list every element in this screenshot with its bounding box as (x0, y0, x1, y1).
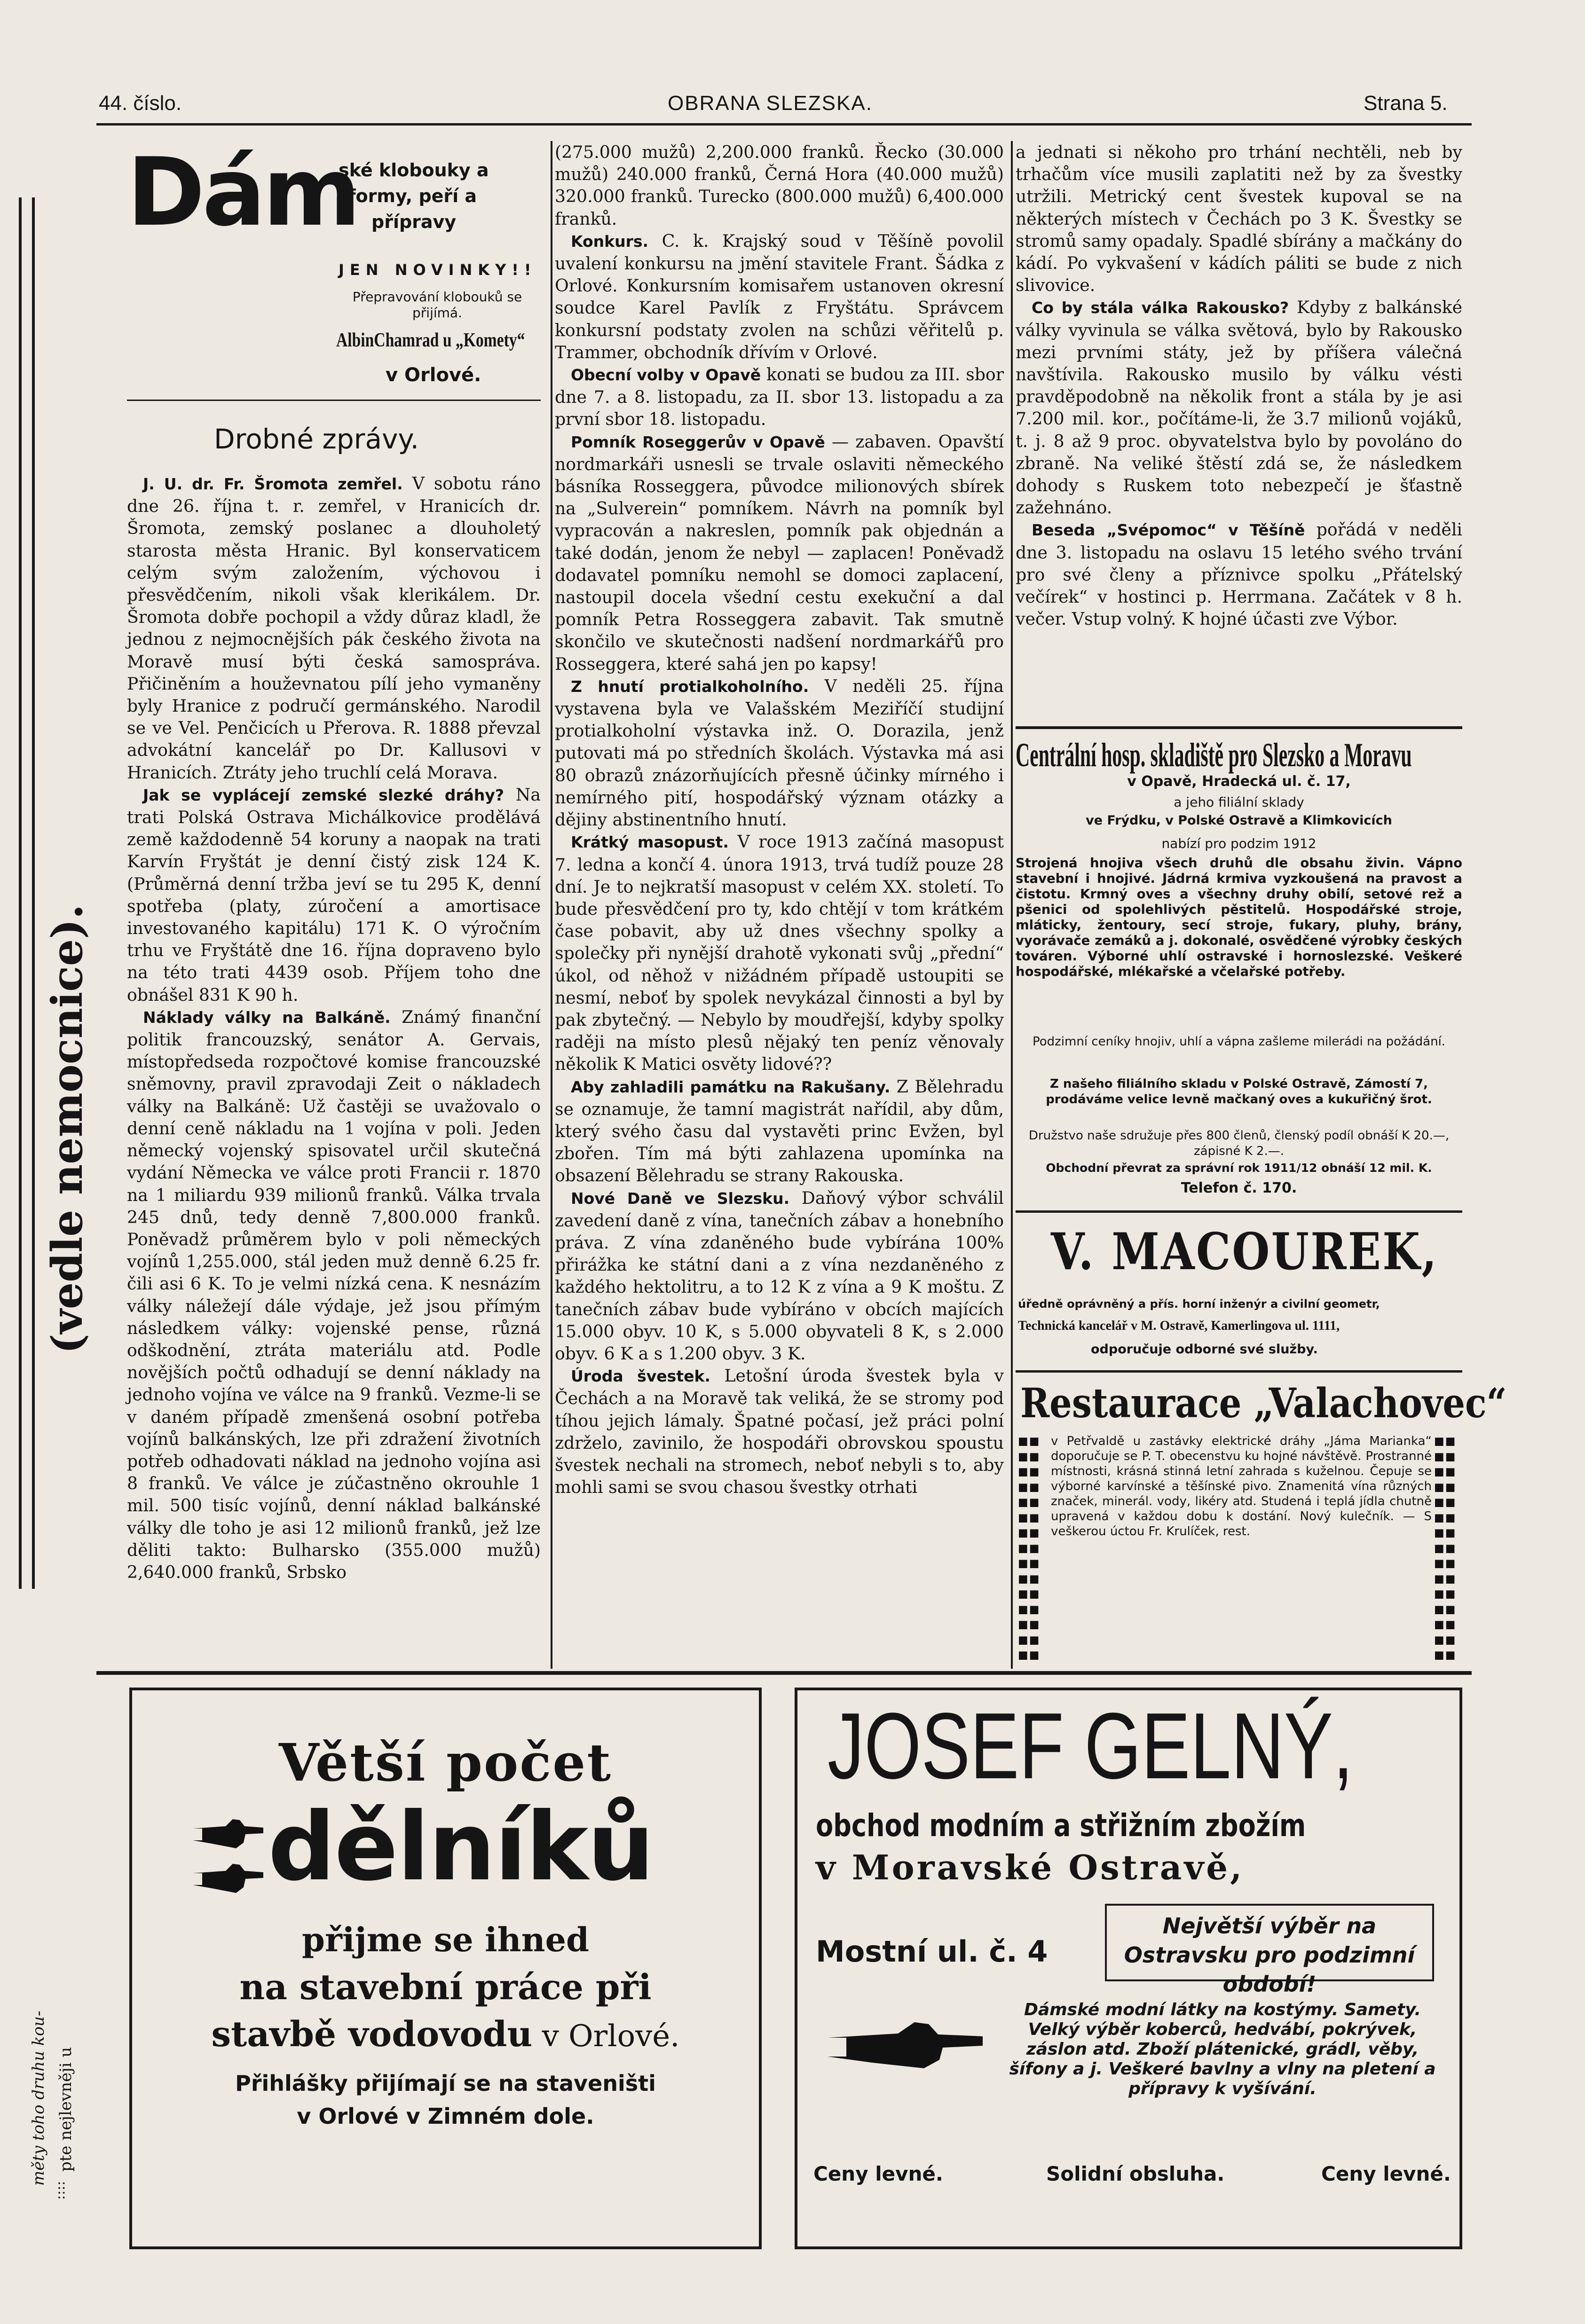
hats-line-2: formy, peří a (348, 186, 477, 206)
article-heading: Beseda „Svépomoc“ v Těšíně (1032, 521, 1305, 540)
hats-line-1: ské klobouky a (339, 160, 489, 181)
article-body: Letošní úroda švestek byla v Čechách a na Moravě tak veliká, že se stromy pod tíhou jejich lámaly. Špatné počasí, jež práci polní zdrželo, zavinilo, že hospodáři obrovskou spoustu švestek nechali na stromech, neboť nebyli s to, aby mohli sami se svou chasou švestky otrhati (555, 1366, 1004, 1498)
article-paragraph (555, 1187, 1004, 1365)
workers-line-2: dělníků (268, 1792, 654, 1902)
central-branches: ve Frýdku, v Polské Ostravě a Klimkovicích (1086, 813, 1392, 828)
article-body: (275.000 mužů) 2,200.000 franků. Řecko (30.000 mužů) 240.000 franků, Černá Hora (40.000 mužů) 320.000 franků. Turecko (800.000 mužů) 6,400.000 franků. (555, 142, 1004, 229)
article-paragraph (555, 230, 1004, 363)
gelny-text: Dámské modní látky na kostýmy. Samety. Velký výběr koberců, hedvábí, pokrývek, záslon atd. Zboží plátenické, grádl, věby, šífony a j. Veškeré bavlny a vlny na pletení a přípravy k vyšívání. (1009, 2000, 1436, 2098)
workers-line-7: v Orlové v Zimném dole. (297, 2104, 594, 2129)
workers-line-3: přijme se ihned (302, 1920, 589, 1959)
article-paragraph (1016, 296, 1462, 518)
restaurace-bullets-right: ■■ ■■ ■■ ■■ ■■ ■■ ■■ ■■ ■■ ■■ ■■ ■■ ■■ ■■ ■■ (1434, 1435, 1457, 1661)
restaurace-bullets-left: ■■ ■■ ■■ ■■ ■■ ■■ ■■ ■■ ■■ ■■ ■■ ■■ ■■ ■■ ■■ (1018, 1435, 1041, 1661)
article-body: — zabaven. Opavští nordmarkáři usnesli se trvale oslaviti německého básníka Rosseggera, původce milionových sbírek na „Sulverein“ pomníkem. Návrh na pomník byl vypracován a nakreslen, pomník pak objednán a také dodán, jenom že nebyl — zaplacen! Poněvadž dodavatel pomníku nemohl se domoci zaplacení, nastoupil docela všední cestu exekuční a dal pomník Petra Rosseggera zabavit. Tak smutně skončilo ve skutečnosti nadšení nordmarkářů pro Rosseggera, které sahá jen po kapsy! (555, 431, 1004, 674)
workers-line-5-bold: stavbě vodovodu (211, 2014, 533, 2055)
central-top-rule (1016, 726, 1462, 729)
article-paragraph (1016, 518, 1462, 630)
article-paragraph (555, 831, 1004, 1075)
article-body: Známý finanční politik francouzský, senátor A. Gervais, místopředseda rozpočtové komise francouzské sněmovny, pravil zpravodaji Zeit o nákladech války na Balkáně: Už častěji se uvažovalo o denní ceně nákladu na 1 vojína v poli. Jeden německý vojenský spisovatel určil skutečná vydání Německa ve válce proti Francii r. 1870 na 1 miliardu 939 milionů franků. Válka trvala 245 dnů, tedy denně 7,800.000 franků. Poněvadž průměrem bylo v poli německých vojínů 1,255.000, stál jeden muž denně 6.25 fr. čili asi 6 K. To je velmi nízká cena. K nesnázím války náležejí dále výdaje, jež jsou přímým následkem války: vojenské pense, různá odškodnění, ztráta materiálu atd. Podle novějších počtů odhadují se denní náklady na jednoho vojína ve válce na 9 franků. Vezme-li se v daném případě zmenšená osobní potřeba vojínů balkánských, lze při zdražení životních potřeb odhadovati náklad na jednoho vojína asi 8 franků. Ve válce je zúčastněno okrouhle 1 mil. 500 tisíc vojínů, denní náklad balkánské války dle toho je asi 12 milionů franků, jež lze děliti takto: Bulharsko (355.000 mužů) 2,640.000 franků, Srbsko (127, 1006, 541, 1582)
central-items: Strojená hnojiva všech druhů dle obsahu živin. Vápno stavební i hnojivé. Jádrná krmiva vyzkoušená na pravost a čistotu. Krmný oves a všechny druhy obilí, setové rež a pšenici od spolehlivých pěstitelů. Hospodářské stroje, mláticky, žentoury, secí stroje, fukary, pluhy, brány, vyorávače zemáků a j. dokonalé, osvědčené výrobky českých továren. Výborné uhlí ostravské i hornoslezské. Veškeré hospodářské, mlékařské a včelařské potřeby. (1016, 856, 1462, 979)
article-body: V neděli 25. října vystavena byla ve Valašském Meziříčí studijní protialkoholní výstavka inž. O. Dorazila, jenž putovati má po středních školách. Výstavka má asi 80 obrazů znázorňujících přesně účinky mírného i nemírného pití, hospodářský význam otázky a dějiny abstinentního hnutí. (555, 675, 1004, 830)
article-paragraph (1016, 141, 1462, 296)
macourek-line-1: úředně oprávněný a přís. horní inženýr a civilní geometr, (1018, 1297, 1380, 1311)
workers-line-1: Větší počet (278, 1732, 613, 1793)
margin-vertical-text: (vedle nemocnice). (42, 904, 92, 1354)
article-heading: Pomník Roseggerův v Opavě (571, 432, 825, 451)
article-paragraph (127, 1006, 541, 1583)
article-heading: Z hnutí protialkoholního. (571, 677, 809, 696)
article-paragraph (127, 784, 541, 1006)
header-rule (96, 123, 1472, 126)
macourek-line-3: odporučuje odborné své služby. (1091, 1342, 1318, 1357)
article-heading: Jak se vyplácejí zemské slezké dráhy? (143, 785, 505, 804)
central-branch-note: a jeho filiální sklady (1174, 794, 1304, 810)
margin-small-1: pte nejlevněji u (56, 2047, 75, 2172)
section-title: Drobné zprávy. (214, 423, 419, 455)
margin-small-3: :::: (52, 2181, 68, 2200)
central-turnover: Obchodní převrat za správní rok 1911/12 obnáší 12 mil. K. (1046, 1161, 1432, 1175)
workers-line-6: Přihlášky přijímají se na staveništi (235, 2071, 656, 2096)
gelny-name: JOSEF GELNÝ, (828, 1694, 1354, 1798)
gelny-line-1: obchod modním a střižním zbožím (816, 1807, 1306, 1844)
gelny-box-text: Největší výběr na Ostravsku pro podzimní období! (1124, 1913, 1415, 1997)
article-body: Z Bělehradu se oznamuje, že tamní magistrát nařídil, aby dům, který svého času dal vystavěti princ Evžen, byl zbořen. Tím má býti zahlazena upomínka na obsazení Bělehradu se strany Rakouska. (555, 1076, 1004, 1186)
gelny-foot-left: Ceny levné. (813, 2162, 943, 2185)
pointing-hand-icon-3 (828, 2017, 983, 2073)
column-2 (555, 141, 1004, 1666)
central-offer: nabízí pro podzim 1912 (1161, 836, 1317, 851)
column-divider-2 (1011, 141, 1013, 1669)
article-body: Daňový výbor schválil zavedení daně z vína, tanečních zábav a honebního práva. Z vína zdaněného bude vybírána 100% přirážka ke státní dani a z vína nezdaněného z každého hektolitru, a to 12 K z vína a 9 K moštu. Z tanečních zábav bude vybíráno v obcích majících 15.000 obyv. 10 K, s 5.000 obyvateli 8 K, s 2.000 obyv. 6 K a s 1.200 obyv. 3 K. (555, 1187, 1004, 1364)
header-issue: 44. číslo. (99, 92, 182, 115)
margin-rule (19, 197, 22, 1589)
hats-big-word: Dám (127, 138, 358, 247)
article-heading: Co by stála válka Rakousko? (1032, 298, 1289, 317)
article-heading: Nové Daně ve Slezsku. (571, 1189, 790, 1208)
gelny-address: Mostní ul. č. 4 (816, 1934, 1048, 1969)
header-page: Strana 5. (1364, 92, 1448, 115)
article-paragraph (555, 1076, 1004, 1187)
central-phone: Telefon č. 170. (1181, 1180, 1297, 1196)
workers-line-5-town: v Orlové. (532, 2019, 680, 2054)
article-body: pořádá v neděli dne 3. listopadu na oslavu 15 letého svého trvání pro své členy a příznivce spolku „Přátelský večírek“ v hostinci p. Herrmana. Začátek v 8 h. večer. Vstup volný. K hojné účasti zve Výbor. (1016, 519, 1462, 629)
gelny-line-2: v Moravské Ostravě, (816, 1847, 1245, 1887)
article-body: a jednati si někoho pro trhání nechtěli, neb by trhačům více musili zaplatiti než by za švestky utržili. Metrický cent švestek kupoval se na některých místech v Čechách po 3 K. Švestky se stromů samy opadaly. Spadlé sbírány a mačkány do kádí. Po vykvašení v kádích páliti se bude z nich slivovice. (1016, 142, 1462, 296)
article-body: V sobotu ráno dne 26. října t. r. zemřel, v Hranicích dr. Šromota, zemský poslanec a dlouholetý starosta města Hranic. Byl konservaticem celým svým založením, výchovou i přesvědčením, nikoli však klerikálem. Dr. Šromota dobře pochopil a vždy důraz kladl, že jednou z nejmocnějších pák českého života na Moravě musí býti česká samospráva. Přičiněním a houževnatou pílí jeho vymaněny byly Hranice z područí germánského. Narodil se ve Vel. Penčicích u Přerova. R. 1888 převzal advokátní kancelář po Dr. Kallusovi v Hranicích. Ztráty jeho truchlí celá Morava. (127, 473, 541, 783)
article-body: V roce 1913 začíná masopust 7. ledna a končí 4. února 1913, trvá tudíž pouze 28 dní. Je to nejkratší masopust v celém XX. století. To bude přesvědčení pro ty, kdo chtějí v tom krátkém čase pobavit, aby už dnes všechny spolky a společky při nynější drahotě vykonati svůj „přední“ úkol, od něhož v nižádném případě ustoupiti se nesmí, neboť by spolek nevykázal činnosti a byl by pak zbytečný. — Nebylo by moudřejší, kdyby spolky raději na místo plesů nějaký ten peníz věnovaly několik K Matici osvěty lidové?? (555, 832, 1004, 1075)
central-addr: v Opavě, Hradecká ul. č. 17, (1127, 773, 1351, 790)
pointing-hand-icon-2 (193, 1859, 263, 1897)
workers-line-5 (134, 2014, 757, 2055)
restaurace-title: Restaurace „Valachovec“ (1020, 1380, 1507, 1427)
central-members: Družstvo naše sdružuje přes 800 členů, členský podíl obnáší K 20.—, zápisné K 2.—. (1028, 1129, 1450, 1158)
central-branch-offer: Z našeho filiálního skladu v Polské Ostravě, Zámostí 7, prodáváme velice levně mačkaný oves a kukuřičný šrot. (1046, 1077, 1432, 1107)
hats-note: Přepravování klobouků se přijímá. (352, 289, 522, 321)
macourek-bottom-rule (1016, 1370, 1462, 1373)
hats-line-3: přípravy (371, 212, 457, 232)
margin-small-2: měty toho druhu kou- (29, 2010, 48, 2186)
central-pricelists: Podzimní ceníky hnojiv, uhlí a vápna zašleme milerádi na požádání. (1032, 1035, 1446, 1049)
article-heading: Krátký masopust. (571, 833, 729, 852)
hats-rule (127, 400, 541, 401)
article-body: Kdyby z balkánské války vyvinula se válka světová, bylo by Rakousko mezi prvními státy, jež by příšera válečná navštívila. Rakousko musilo by válku vésti pravděpodobně na několik front a stála by je asi 7.200 mil. kor., počítáme-li, že 3.7 milionů vojáků, t. j. 8 až 9 proc. obyvatelstva bylo by povoláno do zbraně. Na veliké štěstí zdá se, že následkem dohody s Ruskem toto nebezpečí je šťastně zažehnáno. (1016, 297, 1462, 518)
article-heading: Náklady války na Balkáně. (143, 1008, 391, 1027)
margin-rule-2 (32, 197, 35, 1589)
pointing-hand-icon (193, 1814, 263, 1852)
article-paragraph (555, 1365, 1004, 1498)
column-3 (1016, 141, 1462, 712)
article-paragraph (555, 675, 1004, 831)
gelny-box (1105, 1904, 1434, 1997)
macourek-name: V. MACOUREK, (1051, 1222, 1438, 1281)
article-paragraph (555, 431, 1004, 675)
restaurace-text: v Petřvaldě u zastávky elektrické dráhy „Jáma Marianka“ doporučuje se P. T. obecenstvu ku hojné návštěvě. Prostranné místnosti, krásná stinná letní zahrada s kuželnou. Čepuje se výborné karvínské a těšínské pivo. Znamenitá vína různých značek, minerál. vody, likéry atd. Studená i teplá jídla chutně upravená v každou dobu k dostání. Nový kulečník. — S veškerou úctou Fr. Krulíček, rest. (1051, 1434, 1432, 1539)
gelny-foot-mid: Solidní obsluha. (1046, 2162, 1225, 2185)
article-heading: Aby zahladili památku na Rakušany. (571, 1077, 891, 1096)
article-body: C. k. Krajský soud v Těšíně povolil uvalení konkursu na jmění stavitele Frant. Šádka z Orlové. Konkursním komisařem ustanoven okresní soudce Karel Pavlík z Fryštátu. Správcem konkursní podstaty zvolen na schůzi věřitelů p. Trammer, obchodník dřívím v Orlové. (555, 230, 1004, 362)
macourek-line-2: Technická kancelář v M. Ostravě, Kamerlingova ul. 1111, (1018, 1319, 1340, 1333)
article-heading: Úroda švestek. (571, 1367, 710, 1386)
hats-town: v Orlové. (386, 364, 481, 386)
article-heading: J. U. dr. Fr. Šromota zemřel. (143, 475, 403, 493)
column-1 (127, 472, 541, 1666)
central-title: Centrální hosp. skladiště pro Slezsko a Moravu (1016, 736, 1412, 774)
article-body: Na trati Polská Ostrava Michálkovice prodělává země každodenně 54 koruny a naopak na trati Karvín Fryštát je denní čistý zisk 124 K. (Průměrná denní tržba jeví se tu 295 K, denní spotřeba (platy, zúročení a amortisace investovaného kapitálu) 171 K. O výročním trhu ve Fryštátě dne 16. října dopraveno bylo na této trati 4439 osob. Příjem toho dne obnášel 831 K 90 h. (127, 784, 541, 1005)
article-paragraph (127, 472, 541, 784)
header-title: OBRANA SLEZSKA. (668, 92, 873, 115)
article-heading: Konkurs. (571, 232, 649, 251)
hats-novinky: JEN NOVINKY!! (339, 261, 537, 279)
article-paragraph (555, 141, 1004, 230)
workers-line-4: na stavební práce při (239, 1967, 652, 2008)
hats-shop: AlbinChamrad u „Komety“ (336, 330, 525, 351)
central-bottom-rule (1016, 1210, 1462, 1213)
column-divider-1 (551, 141, 552, 1669)
article-body: konati se budou za III. sbor dne 7. a 8. listopadu, za II. sbor 13. listopadu a za první sbor 18. listopadu. (555, 364, 1004, 430)
article-paragraph (555, 363, 1004, 431)
bottom-ads-top-rule (96, 1671, 1472, 1675)
gelny-foot-right: Ceny levné. (1321, 2162, 1451, 2185)
article-heading: Obecní volby v Opavě (571, 366, 761, 385)
